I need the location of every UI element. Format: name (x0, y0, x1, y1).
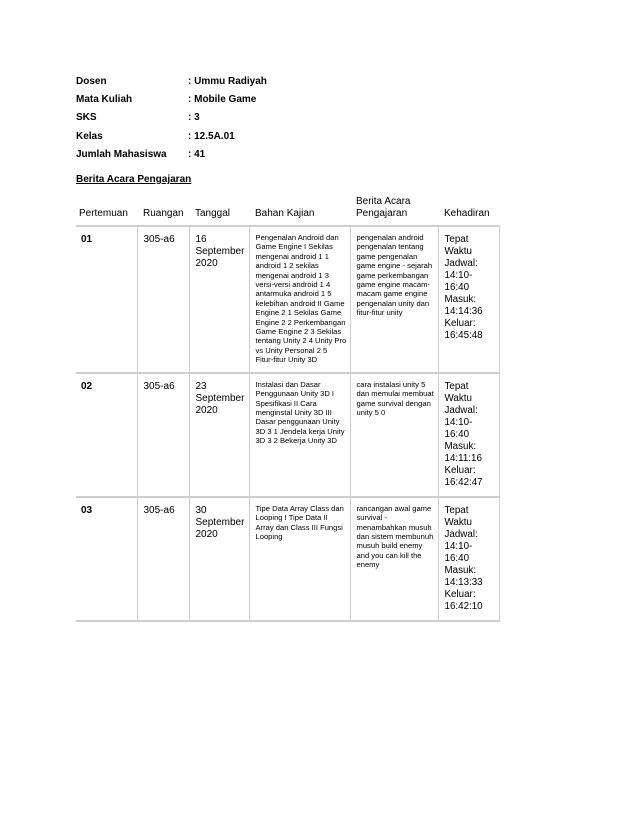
column-header-kehadiran: Kehadiran (438, 196, 499, 226)
column-header-berita-acara: Berita Acara Pengajaran (350, 196, 438, 226)
info-value: : 3 (188, 112, 200, 124)
column-header-tanggal: Tanggal (189, 196, 249, 226)
info-value: : Ummu Radiyah (188, 75, 267, 87)
info-label: Mata Kuliah (76, 93, 133, 105)
cell-pertemuan: 01 (76, 226, 137, 373)
cell-ruangan: 305-a6 (137, 497, 189, 621)
cell-kehadiran: Tepat Waktu Jadwal: 14:10-16:40 Masuk: 14:13:33 Keluar: 16:42:10 (438, 497, 499, 621)
info-label: Jumlah Mahasiswa (76, 148, 167, 160)
cell-tanggal: 23 September 2020 (189, 373, 249, 497)
info-row-sks (76, 109, 267, 127)
cell-bahan-kajian: Instalasi dan Dasar Penggunaan Unity 3D I Spesifikasi II Cara menginstal Unity 3D III Dasar penggunaan Unity 3D 3 1 Jendela kerja Unity 3D 3 2 Bekerja Unity 3D (249, 373, 350, 497)
info-label: SKS (76, 112, 97, 124)
cell-kehadiran: Tepat Waktu Jadwal: 14:10-16:40 Masuk: 14:14:36 Keluar: 16:45:48 (438, 226, 499, 373)
info-label: Dosen (76, 75, 107, 87)
table-row (76, 497, 499, 621)
column-header-pertemuan: Pertemuan (76, 196, 137, 226)
cell-berita-acara: rancangan awal game survival - menambahkan musuh dan sistem membunuh musuh build enemy and you can kill the enemy (350, 497, 438, 621)
cell-ruangan: 305-a6 (137, 373, 189, 497)
info-row-kelas (76, 127, 267, 145)
cell-berita-acara: cara instalasi unity 5 dan memulai membuat game survival dengan unity 5 0 (350, 373, 438, 497)
cell-ruangan: 305-a6 (137, 226, 189, 373)
header-info (76, 72, 267, 163)
berita-acara-table (76, 196, 500, 622)
cell-pertemuan: 02 (76, 373, 137, 497)
cell-pertemuan: 03 (76, 497, 137, 621)
cell-tanggal: 30 September 2020 (189, 497, 249, 621)
cell-tanggal: 16 September 2020 (189, 226, 249, 373)
info-row-dosen (76, 72, 267, 90)
cell-kehadiran: Tepat Waktu Jadwal: 14:10-16:40 Masuk: 14:11:16 Keluar: 16:42:47 (438, 373, 499, 497)
table-header-row (76, 196, 499, 226)
table-row (76, 373, 499, 497)
cell-berita-acara: pengenalan android pengenalan tentang game pengenalan game engine - sejarah game perkembangan game engine macam-macam game engine pengenalan unity dan fitur-fitur unity (350, 226, 438, 373)
info-value: : 12.5A.01 (188, 130, 235, 142)
cell-bahan-kajian: Pengenalan Android dan Game Engine I Sekilas mengenai android 1 1 android 1 2 sekilas mengenai android 1 3 versi-versi android 1 4 antarmuka android 1 5 kelebihan android II Game Engine 2 1 Sekilas Game Engine 2 2 Perkembangan Game Engine 2 3 Sekilas tentang Unity 2 4 Unity Pro vs Unity Personal 2 5 Fitur-fitur Unity 3D (249, 226, 350, 373)
info-row-jumlah-mahasiswa (76, 145, 267, 163)
section-title: Berita Acara Pengajaran (76, 174, 192, 185)
cell-bahan-kajian: Tipe Data Array Class dan Looping I Tipe Data II Array dan Class III Fungsi Looping (249, 497, 350, 621)
table-row (76, 226, 499, 373)
info-value: : Mobile Game (188, 93, 257, 105)
info-label: Kelas (76, 130, 103, 142)
column-header-ruangan: Ruangan (137, 196, 189, 226)
column-header-bahan-kajian: Bahan Kajian (249, 196, 350, 226)
info-row-mata-kuliah (76, 90, 267, 108)
info-value: : 41 (188, 148, 206, 160)
